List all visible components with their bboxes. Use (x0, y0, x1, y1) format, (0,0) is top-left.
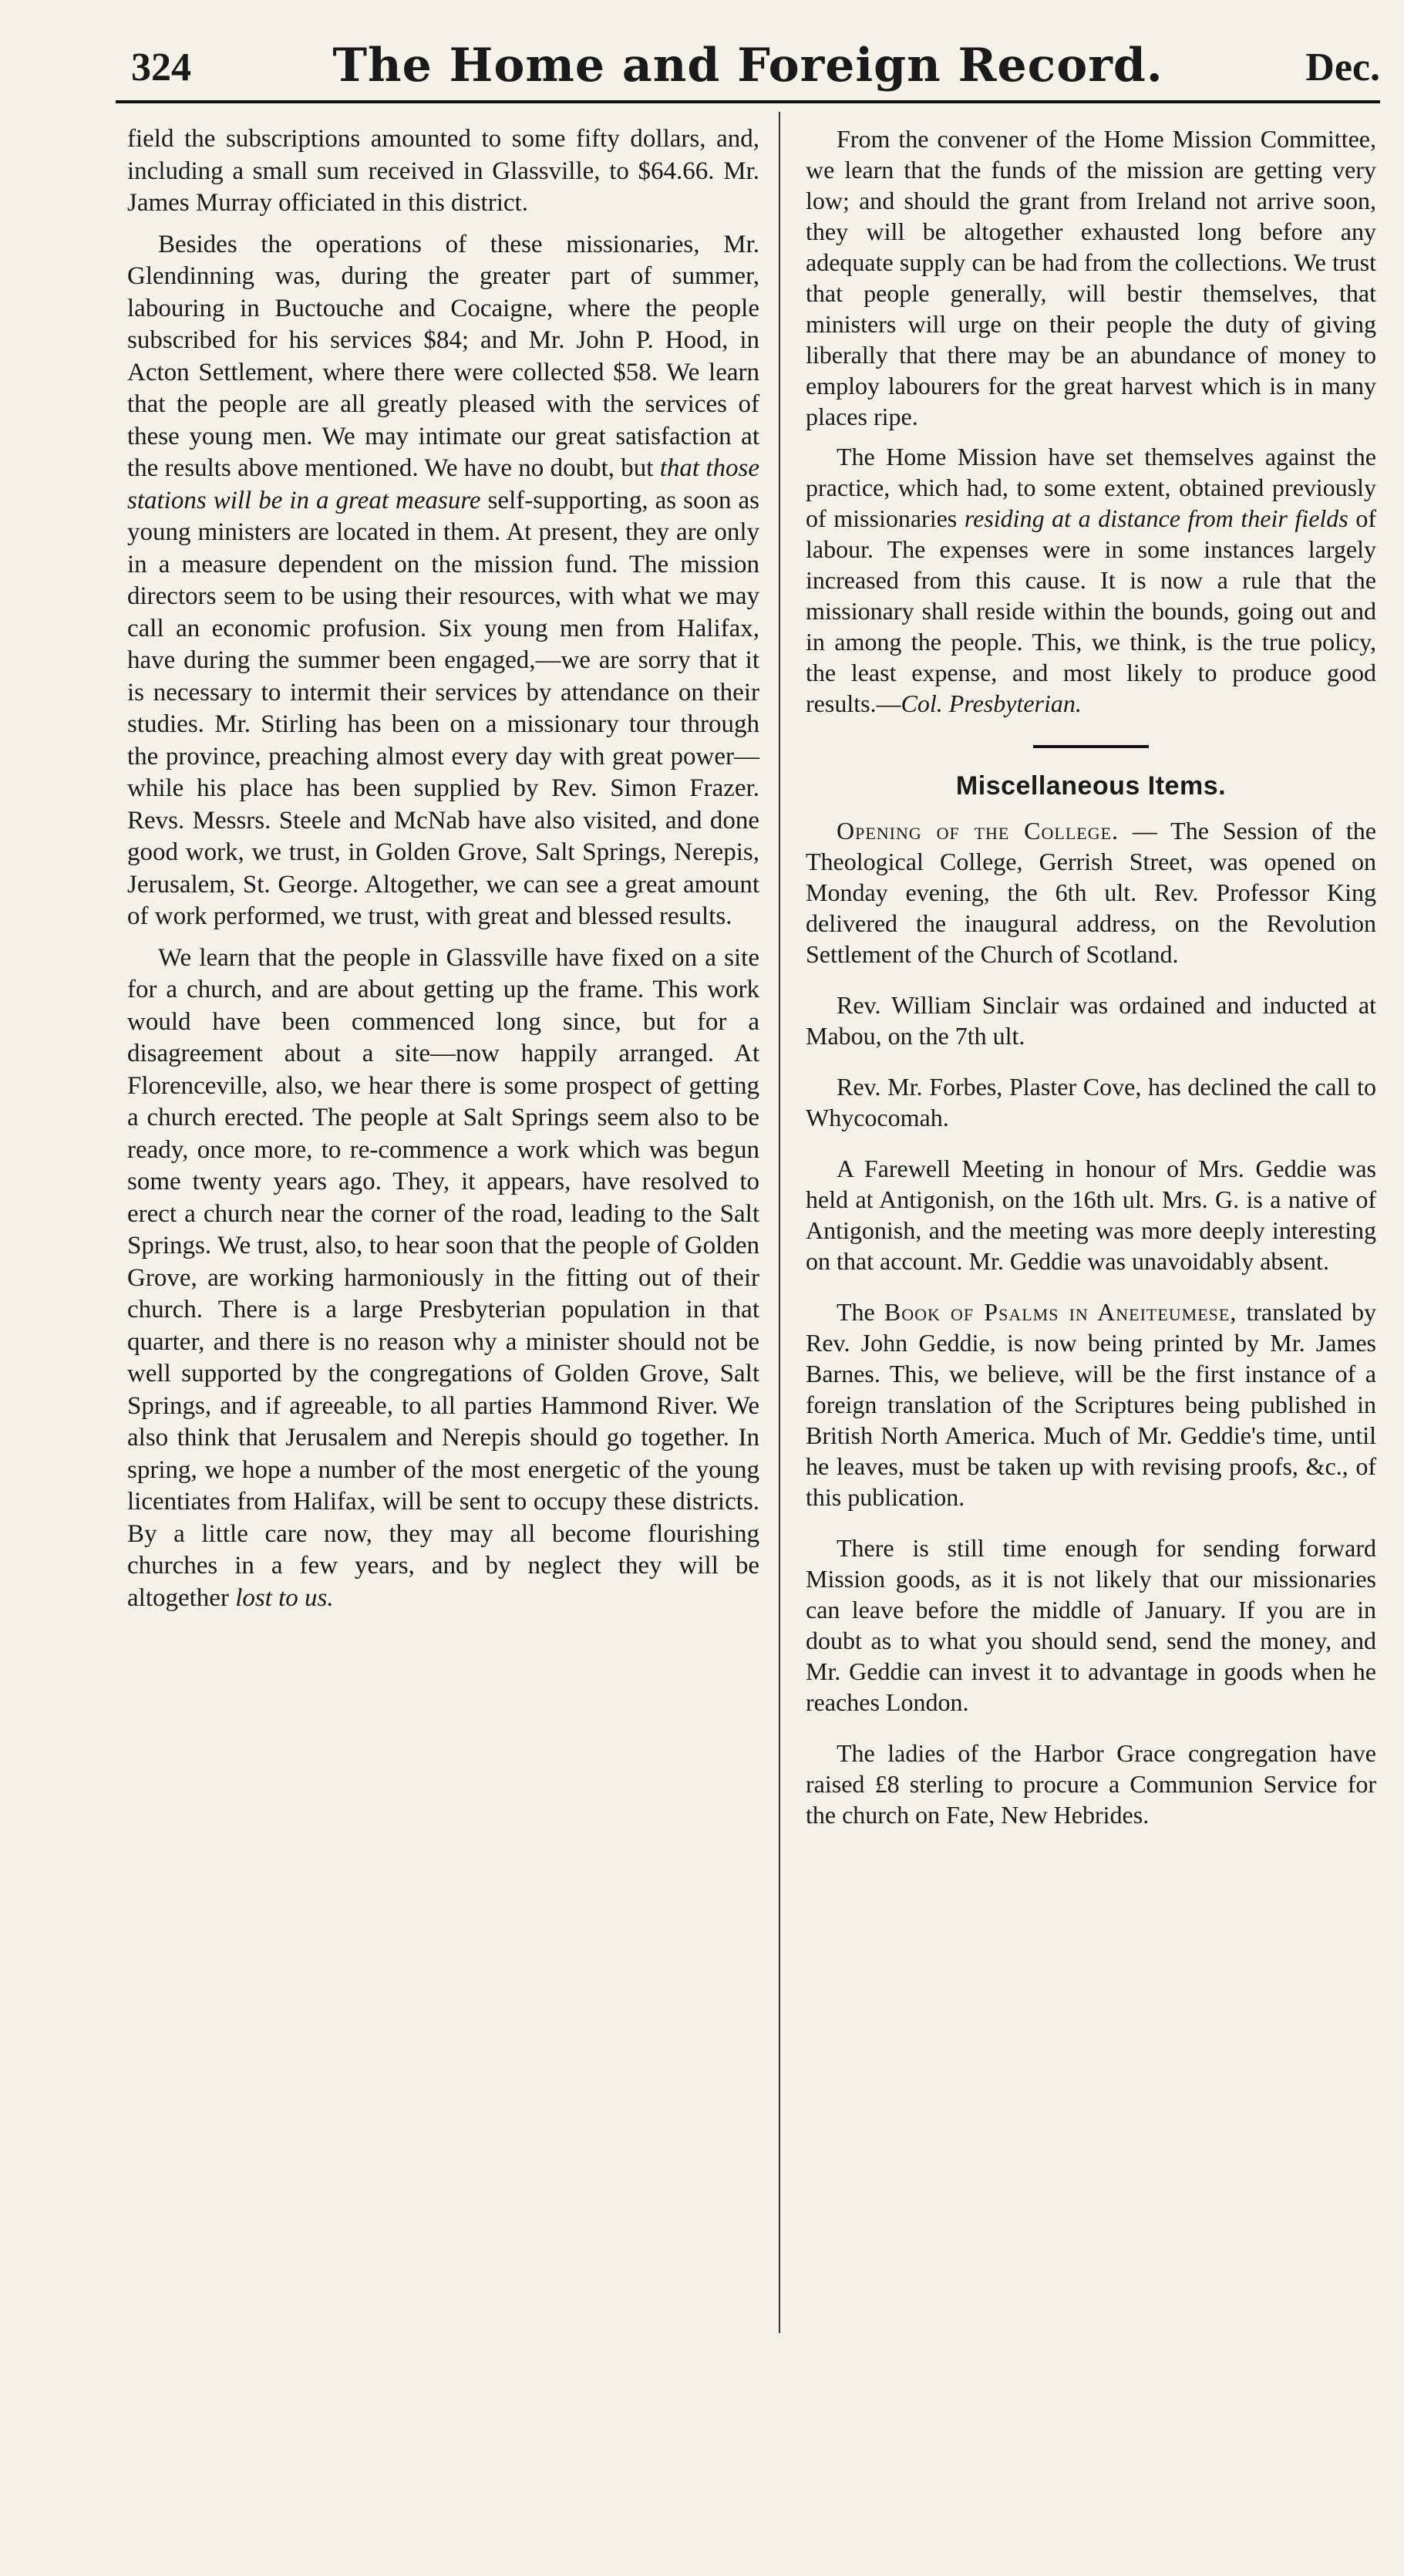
running-title: The Home and Foreign Record. (332, 39, 1163, 93)
misc-item-mission-goods: There is still time enough for sending forward Mission goods, as it is not likely that our missionaries can leave before the middle of January. If you are in doubt as to what you should send, send the money, and Mr. Geddie can invest it to advantage in goods when he reaches London. (806, 1534, 1376, 1716)
left-paragraph-3: We learn that the people in Glassville have fixed on a site for a church, and are about getting up the frame. This work would have been commenced long since, but for a disagreement about a site—now happily arranged. At Florenceville, also, we hear there is some prospect of getting a church erected. The people at Salt Springs seem also to be ready, once more, to re-commence a work which was begun some twenty years ago. They, it appears, have resolved to erect a church near the corner of the road, leading to the Salt Springs. We trust, also, to hear soon that the people of Golden Grove, are working harmoniously in the fitting out of their church. There is a large Presbyterian population in that quarter, and there is no reason why a minister should not be well supported by the congregations of Golden Grove, Salt Springs, and if agreeable, to all parties Hammond River. We also think that Jerusalem and Nerepis should go together. In spring, we hope a number of the most energetic of the young licentiates from Halifax, will be sent to occupy these districts. By a little care now, they may all become flourishing churches in a few years, and by neglect they will be altogether lost to us. (127, 943, 759, 1612)
right-column (806, 123, 1376, 1850)
page-number: 324 (131, 46, 191, 89)
misc-item-psalms: The Book of Psalms in Aneiteumese, translated by Rev. John Geddie, is now being printed by Mr. James Barnes. This, we believe, will be the first instance of a foreign translation of the Scriptures being published in British North America. Much of Mr. Geddie's time, until he leaves, must be taken up with revising proofs, &c., of this publication. (806, 1298, 1377, 1511)
left-paragraph-2: Besides the operations of these missionaries, Mr. Glendinning was, during the greater part of summer, labouring in Buctouche and Cocaigne, where the people subscribed for his services $84; and Mr. John P. Hood, in Acton Settlement, where there were collected $58. We learn that the people are all greatly pleased with the services of these young men. We may intimate our great satisfaction at the results above mentioned. We have no doubt, but that those stations will be in a great measure self-supporting, as soon as young ministers are located in them. At present, they are only in a measure dependent on the mission fund. The mission directors seem to be using their resources, with what we may call an economic profusion. Six young men from Halifax, have during the summer been engaged,—we are sorry that it is necessary to intermit their services by attendance on their studies. Mr. Stirling has been on a missionary tour through the province, preaching almost every day with great power—while his place has been supplied by Rev. Simon Frazer. Revs. Messrs. Steele and McNab have also visited, and done good work, we trust, in Golden Grove, Salt Springs, Nerepis, Jerusalem, St. George. Altogether, we can see a great amount of work performed, we trust, with great and blessed results. (127, 230, 759, 930)
misc-item-farewell: A Farewell Meeting in honour of Mrs. Geddie was held at Antigonish, on the 16th ult. Mrs. G. is a native of Antigonish, and the meeting was more deeply interesting on that account. Mr. Geddie was unavoidably absent. (806, 1155, 1376, 1275)
running-month: Dec. (1305, 46, 1380, 89)
right-paragraph-2: The Home Mission have set themselves against the practice, which had, to some extent, obtained previously of missionaries residing at a distance from their fields of labour. The expenses were in some instances largely increased from this cause. It is now a rule that the missionary shall reside within the bounds, going out and in among the people. This, we think, is the true policy, the least expense, and most likely to produce good results.—Col. Presbyterian. (806, 443, 1377, 717)
section-title: Miscellaneous Items. (955, 771, 1227, 801)
left-column (127, 123, 759, 1623)
left-paragraph-1: field the subscriptions amounted to some fifty dollars, and, including a small sum received in Glassville, to $64.66. Mr. James Murray officiated in this district. (127, 125, 759, 217)
misc-item-forbes: Rev. Mr. Forbes, Plaster Cove, has declined the call to Whycocomah. (806, 1073, 1376, 1131)
misc-item-sinclair: Rev. William Sinclair was ordained and inducted at Mabou, on the 7th ult. (806, 991, 1376, 1050)
misc-item-harbor-grace: The ladies of the Harbor Grace congregation have raised £8 sterling to procure a Communion Service for the church on Fate, New Hebrides. (806, 1739, 1376, 1829)
section-rule (1033, 745, 1149, 748)
right-paragraph-1: From the convener of the Home Mission Committee, we learn that the funds of the mission are getting very low; and should the grant from Ireland not arrive soon, they will be altogether exhausted long before any adequate supply can be had from the collections. We trust that people generally, will bestir themselves, that ministers will urge on their people the duty of giving liberally that there may be an abundance of money to employ labourers for the great harvest which is in many places ripe. (806, 125, 1376, 430)
misc-item-college: Opening of the College. — The Session of the Theological College, Gerrish Street, was opened on Monday evening, the 6th ult. Rev. Professor King delivered the inaugural address, on the Revolution Settlement of the Church of Scotland. (806, 817, 1376, 968)
column-divider (779, 112, 780, 2333)
page-header (116, 31, 1380, 103)
